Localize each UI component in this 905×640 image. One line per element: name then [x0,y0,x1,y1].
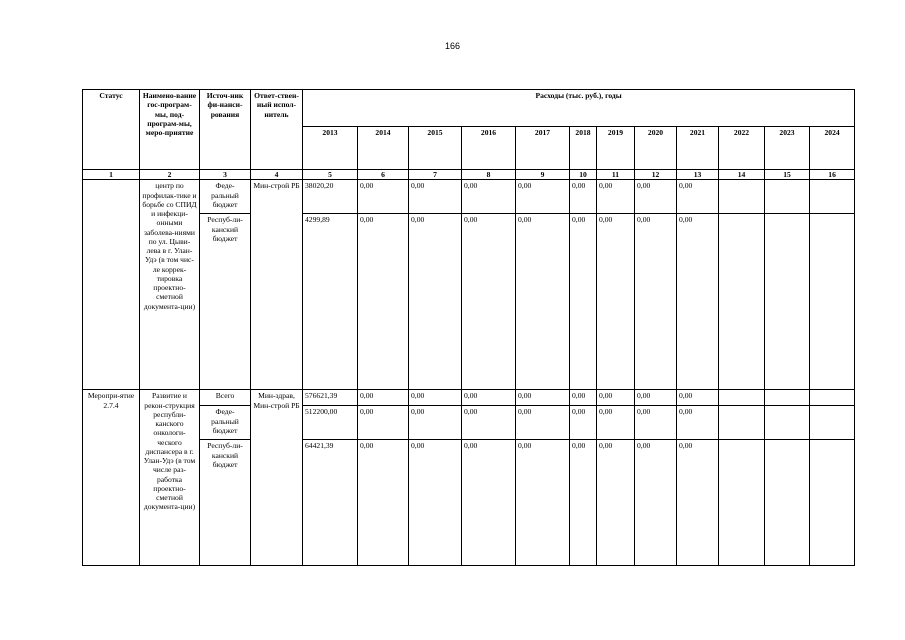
value-cell: 0,00 [516,214,570,390]
value-cell: 4299,89 [303,214,358,390]
value-cell: 0,00 [409,406,462,440]
value-cell [765,406,810,440]
column-number: 4 [251,170,303,180]
value-cell [765,390,810,406]
value-cell [810,406,855,440]
column-number: 12 [635,170,677,180]
value-cell [719,390,765,406]
value-cell: 0,00 [462,180,516,214]
year-header: 2022 [719,127,765,170]
value-cell: 0,00 [358,180,409,214]
column-number: 8 [462,170,516,180]
column-number: 7 [409,170,462,180]
value-cell: 0,00 [409,214,462,390]
value-cell: 0,00 [635,390,677,406]
column-number: 10 [570,170,597,180]
status-cell: Меропри-ятие 2.7.4 [83,390,140,566]
value-cell: 0,00 [597,440,635,566]
table-row [83,390,855,406]
year-header: 2015 [409,127,462,170]
value-cell: 0,00 [597,180,635,214]
value-cell [810,390,855,406]
value-cell: 0,00 [516,180,570,214]
value-cell: 0,00 [462,406,516,440]
value-cell [810,180,855,214]
value-cell: 0,00 [358,390,409,406]
value-cell [719,440,765,566]
page-number: 166 [444,41,461,51]
column-number: 2 [140,170,200,180]
column-number: 6 [358,170,409,180]
year-header: 2021 [677,127,719,170]
value-cell: 0,00 [677,406,719,440]
value-cell: 0,00 [462,214,516,390]
table-row [83,180,855,214]
column-number: 5 [303,170,358,180]
value-cell: 0,00 [462,390,516,406]
value-cell: 0,00 [635,180,677,214]
column-number: 15 [765,170,810,180]
program-name-cell: центр по профилак-тике и борьбе со СПИД и инфекци-онными заболева-ниями по ул. Цыви-лева в г. Улан-Удэ (в том чис-ле коррек-тировка проектно-сметной документа-ции) [140,180,200,390]
value-cell: 0,00 [570,390,597,406]
source-cell: Респуб-ли-канский бюджет [200,440,251,566]
value-cell [765,214,810,390]
year-header: 2016 [462,127,516,170]
value-cell: 0,00 [516,440,570,566]
expenses-header: Расходы (тыс. руб.), годы [303,90,855,127]
header-row [83,90,855,127]
column-number: 11 [597,170,635,180]
year-header: 2017 [516,127,570,170]
program-name-cell: Развитие и рекон-струкция республи-канского онкологи-ческого диспансера в г. Улан-Удэ (в том числе раз-работка проектно-сметной документа-ции) [140,390,200,566]
value-cell: 0,00 [409,180,462,214]
budget-table [82,89,855,566]
value-cell [765,440,810,566]
value-cell [765,180,810,214]
value-cell [810,214,855,390]
year-header: 2014 [358,127,409,170]
value-cell: 0,00 [570,440,597,566]
executor-cell: Мин-строй РБ [251,180,303,390]
column-number: 1 [83,170,140,180]
value-cell: 0,00 [677,390,719,406]
column-number: 14 [719,170,765,180]
value-cell: 0,00 [570,180,597,214]
column-number: 13 [677,170,719,180]
column-number: 16 [810,170,855,180]
value-cell: 0,00 [635,214,677,390]
year-header: 2013 [303,127,358,170]
value-cell: 0,00 [516,406,570,440]
executor-cell: Мин-здрав, Мин-строй РБ [251,390,303,566]
col-source-header: Источ-ник фи-нанси-рования [200,90,251,170]
col-executor-header: Ответ-ствен-ный испол-нитель [251,90,303,170]
col-status-header: Статус [83,90,140,170]
value-cell: 0,00 [570,406,597,440]
source-cell: Всего [200,390,251,406]
value-cell: 38020,20 [303,180,358,214]
value-cell: 0,00 [358,406,409,440]
year-header: 2023 [765,127,810,170]
value-cell: 0,00 [677,180,719,214]
value-cell [719,180,765,214]
column-number: 3 [200,170,251,180]
value-cell: 0,00 [635,406,677,440]
value-cell: 512200,00 [303,406,358,440]
value-cell [719,214,765,390]
value-cell: 0,00 [409,390,462,406]
source-cell: Феде-ральный бюджет [200,180,251,214]
value-cell: 0,00 [597,406,635,440]
value-cell: 0,00 [677,214,719,390]
value-cell [810,440,855,566]
year-header: 2018 [570,127,597,170]
value-cell: 0,00 [358,440,409,566]
status-cell [83,180,140,390]
source-cell: Феде-ральный бюджет [200,406,251,440]
value-cell: 0,00 [635,440,677,566]
value-cell: 0,00 [358,214,409,390]
value-cell: 0,00 [409,440,462,566]
value-cell: 0,00 [462,440,516,566]
column-number: 9 [516,170,570,180]
value-cell: 0,00 [677,440,719,566]
value-cell: 576621,39 [303,390,358,406]
value-cell [719,406,765,440]
column-numbers-row [83,170,855,180]
year-header: 2020 [635,127,677,170]
value-cell: 64421,39 [303,440,358,566]
year-header: 2024 [810,127,855,170]
year-header: 2019 [597,127,635,170]
value-cell: 0,00 [516,390,570,406]
value-cell: 0,00 [570,214,597,390]
col-name-header: Наимено-вание гос-програм-мы, под-програм-мы, меро-приятие [140,90,200,170]
source-cell: Респуб-ли-канский бюджет [200,214,251,390]
value-cell: 0,00 [597,214,635,390]
value-cell: 0,00 [597,390,635,406]
